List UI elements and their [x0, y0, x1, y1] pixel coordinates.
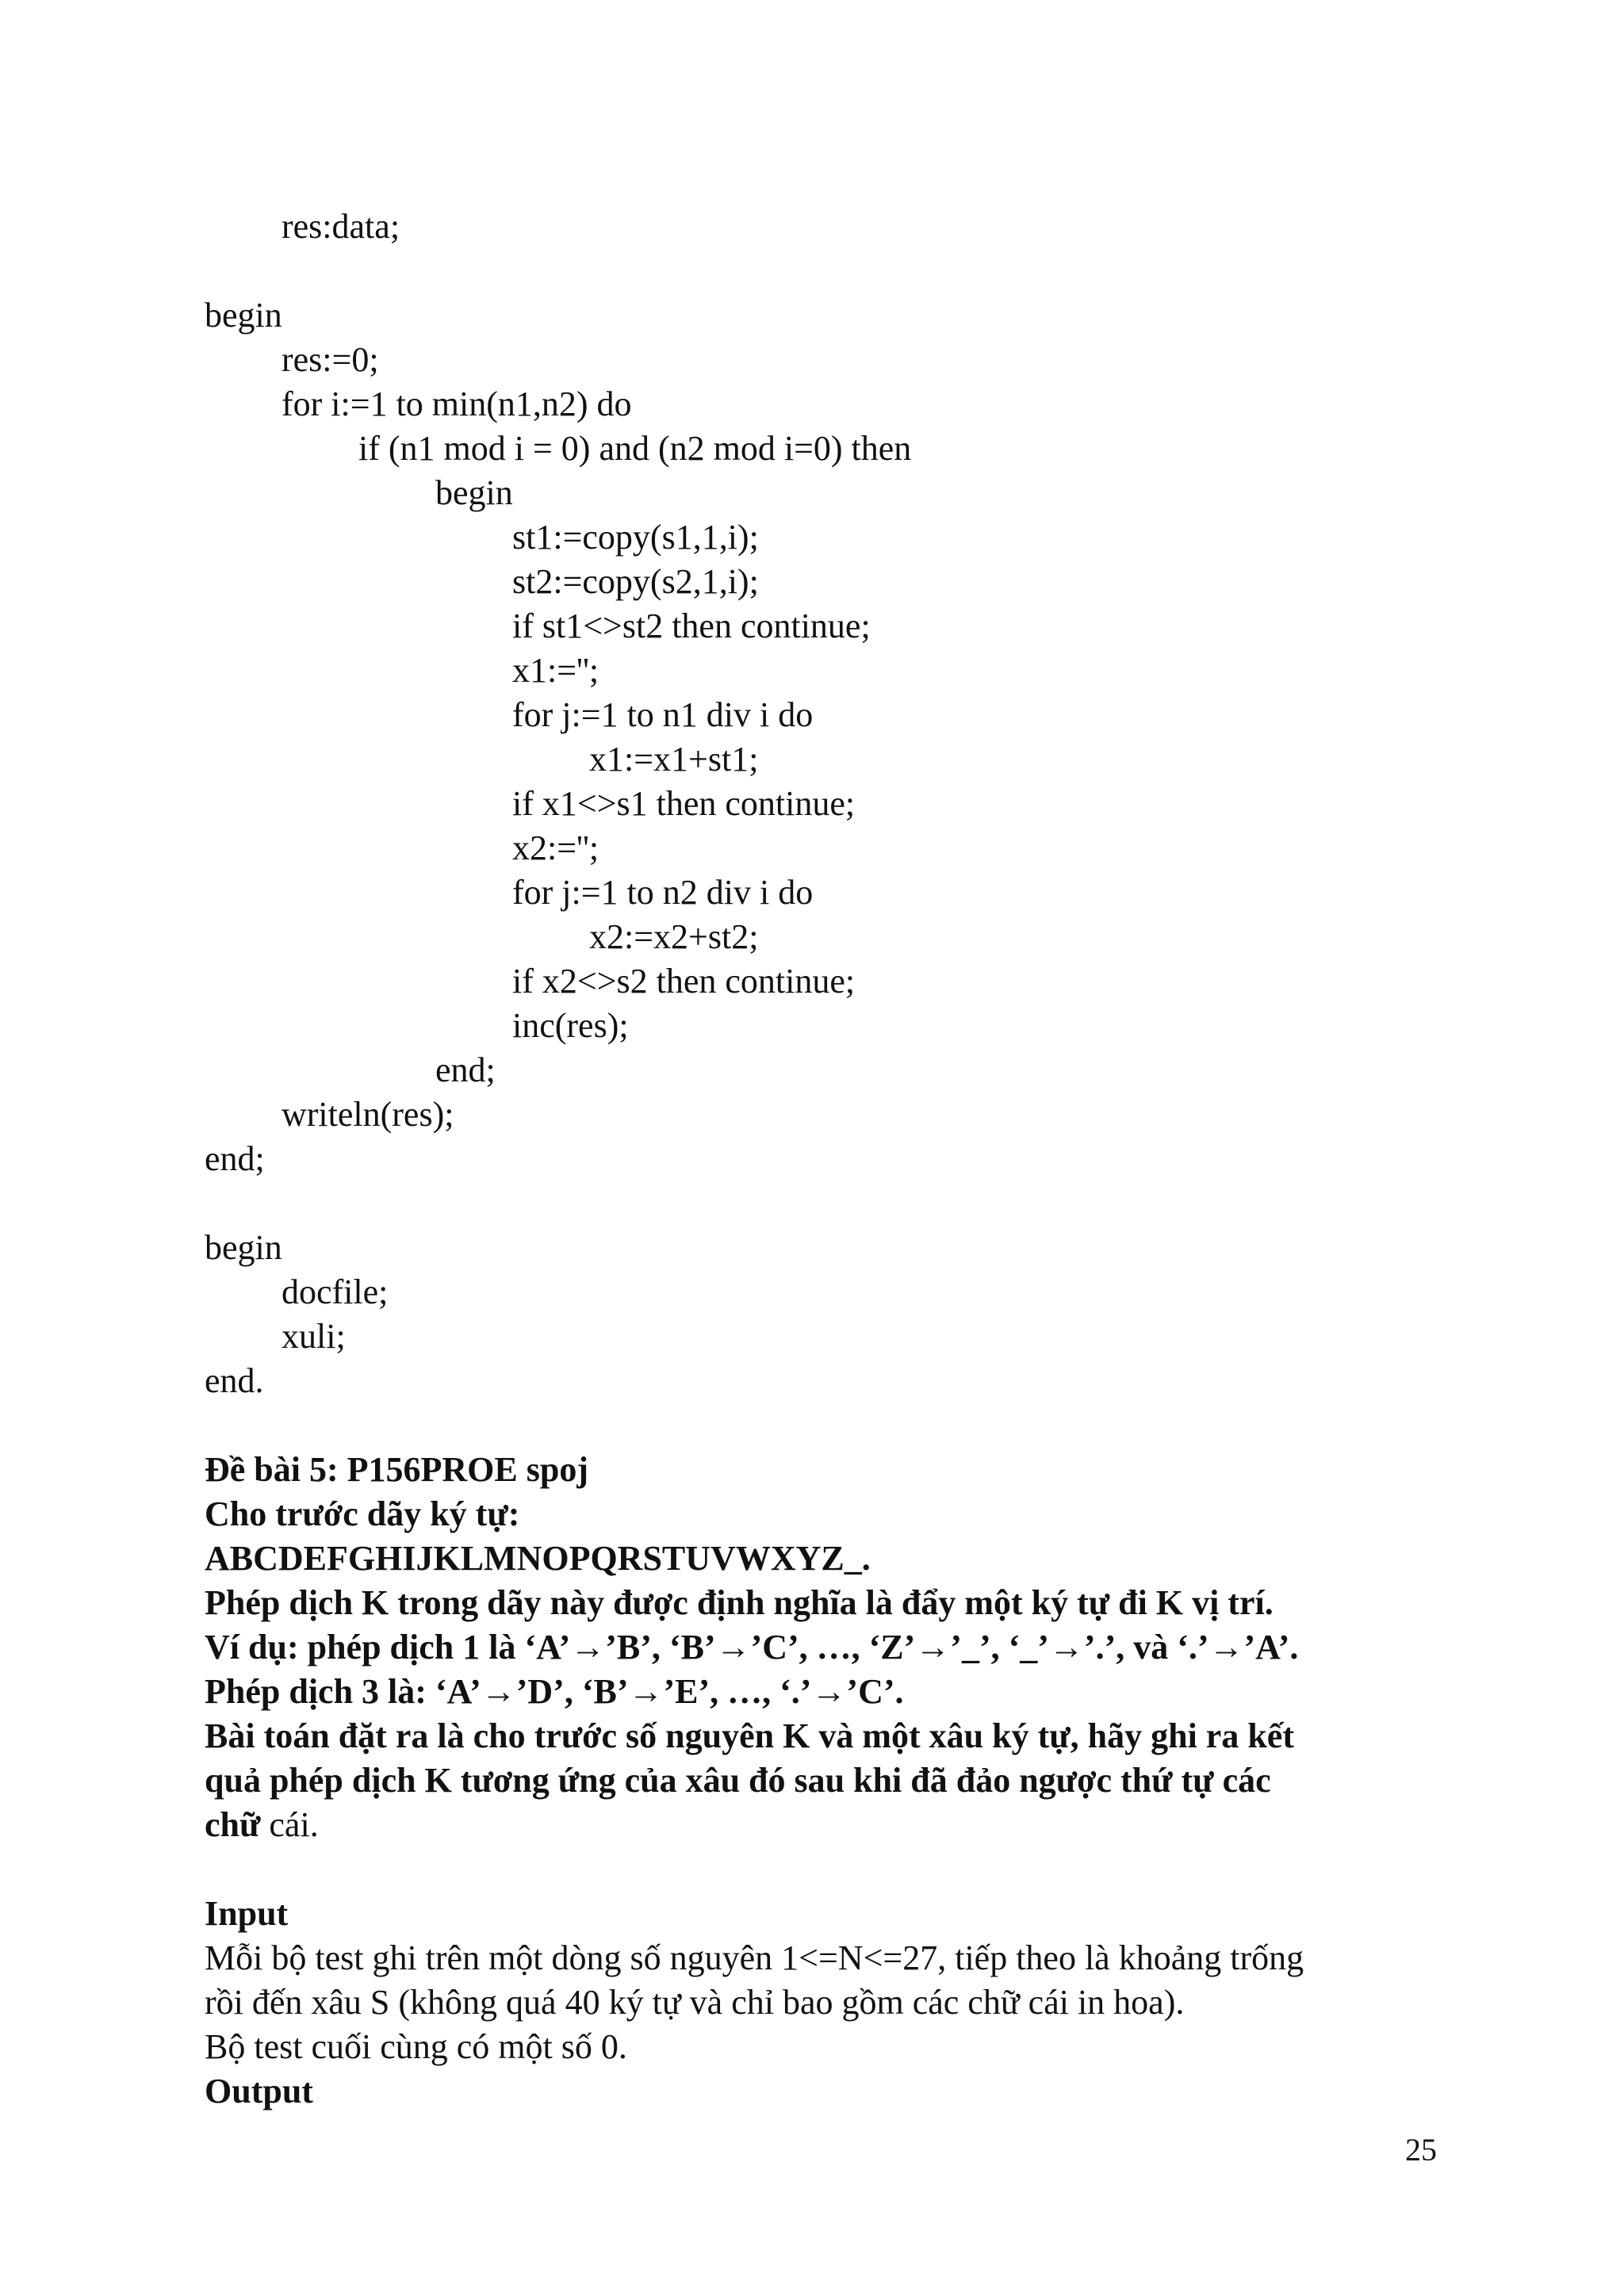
code-line: x1:=x1+st1; — [589, 740, 759, 779]
task-line-3-normal: cái. — [260, 1805, 319, 1844]
task-line-2: quả phép dịch K tương ứng của xâu đó sau khi đã đảo ngược thứ tự các — [205, 1761, 1271, 1800]
output-heading: Output — [205, 2072, 313, 2110]
code-line: end; — [205, 1139, 265, 1178]
code-line: docfile; — [282, 1272, 389, 1311]
code-line: end. — [205, 1361, 264, 1400]
code-line: x2:=x2+st2; — [589, 917, 759, 956]
code-line: for i:=1 to min(n1,n2) do — [282, 385, 632, 423]
task-line-3-bold: chữ — [205, 1805, 261, 1844]
code-line: begin — [205, 1228, 282, 1267]
code-line: x1:=''; — [512, 651, 599, 690]
code-line: x2:=''; — [512, 828, 599, 867]
input-heading: Input — [205, 1894, 289, 1933]
code-line: if st1<>st2 then continue; — [512, 607, 871, 645]
example-shift-1: Ví dụ: phép dịch 1 là ‘A’→’B’, ‘B’→’C’, …, ‘Z’→’_’, ‘_’→’.’, và ‘.’→’A’. — [205, 1628, 1299, 1667]
code-line: res:=0; — [282, 340, 379, 379]
input-line-1: Mỗi bộ test ghi trên một dòng số nguyên 1<=N<=27, tiếp theo là khoảng trống — [205, 1938, 1304, 1977]
problem-title: Đề bài 5: P156PROE spoj — [205, 1450, 588, 1489]
input-line-3: Bộ test cuối cùng có một số 0. — [205, 2027, 627, 2066]
code-line: if x2<>s2 then continue; — [512, 962, 856, 1001]
code-line: writeln(res); — [282, 1095, 454, 1134]
page-number: 25 — [1405, 2132, 1437, 2168]
task-line-3 — [205, 1803, 319, 1847]
code-line: st2:=copy(s2,1,i); — [512, 562, 759, 601]
task-line-1: Bài toán đặt ra là cho trước số nguyên K và một xâu ký tự, hãy ghi ra kết — [205, 1716, 1294, 1755]
shift-definition: Phép dịch K trong dãy này được định nghĩa là đẩy một ký tự đi K vị trí. — [205, 1583, 1274, 1622]
code-line: inc(res); — [512, 1006, 629, 1045]
given-label: Cho trước dãy ký tự: — [205, 1494, 520, 1533]
code-line: begin — [435, 473, 513, 512]
code-line: xuli; — [282, 1317, 346, 1356]
code-line: end; — [435, 1050, 496, 1089]
code-line: for j:=1 to n2 div i do — [512, 873, 814, 912]
example-shift-3: Phép dịch 3 là: ‘A’→’D’, ‘B’→’E’, …, ‘.’→’C’. — [205, 1672, 904, 1711]
code-line: if x1<>s1 then continue; — [512, 784, 856, 823]
code-line: st1:=copy(s1,1,i); — [512, 518, 759, 557]
code-line: for j:=1 to n1 div i do — [512, 695, 814, 734]
code-line: begin — [205, 296, 282, 335]
alphabet-line: ABCDEFGHIJKLMNOPQRSTUVWXYZ_. — [205, 1539, 871, 1578]
code-line: res:data; — [282, 207, 400, 246]
input-line-2: rồi đến xâu S (không quá 40 ký tự và chỉ bao gồm các chữ cái in hoa). — [205, 1983, 1185, 2022]
code-line: if (n1 mod i = 0) and (n2 mod i=0) then — [358, 429, 912, 468]
